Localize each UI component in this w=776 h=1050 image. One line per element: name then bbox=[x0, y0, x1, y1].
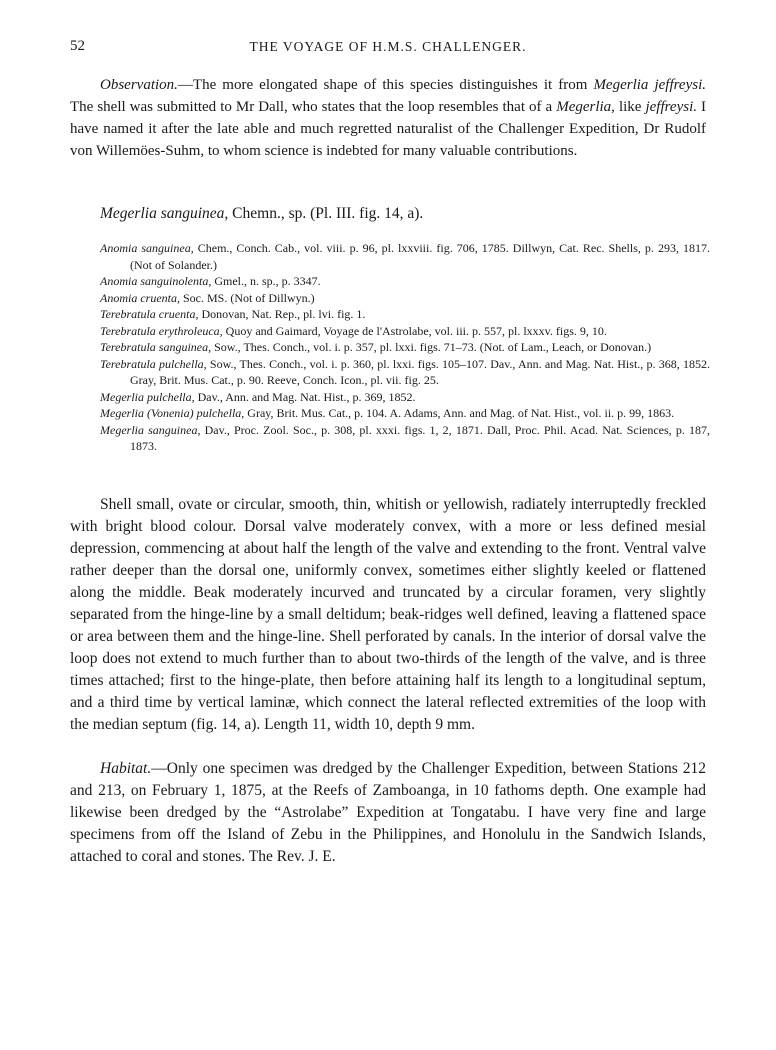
synonym-entry bbox=[100, 240, 710, 273]
description-section bbox=[70, 494, 706, 736]
synonym-reference: Gmel., n. sp., p. 3347. bbox=[211, 274, 321, 288]
observation-taxon-3: jeffreysi. bbox=[645, 99, 697, 115]
synonym-name: Terebratula cruenta, bbox=[100, 307, 199, 321]
observation-text-3: like bbox=[614, 99, 646, 115]
species-authority: Chemn., sp. (Pl. III. fig. 14, a). bbox=[228, 205, 424, 222]
observation-text-2: The shell was submitted to Mr Dall, who states that the loop resembles that of a bbox=[70, 99, 557, 115]
synonym-name: Megerlia pulchella, bbox=[100, 389, 195, 404]
synonym-reference: Chem., Conch. Cab., vol. viii. p. 96, pl. lxxviii. fig. 706, 1785. Dillwyn, Cat. Rec. Shells, p. 293, 1817. (Not of Solander.) bbox=[130, 241, 710, 272]
synonym-name: Megerlia (Vonenia) pulchella, bbox=[100, 406, 245, 420]
synonym-reference: Dav., Ann. and Mag. Nat. Hist., p. 369, 1852. bbox=[194, 389, 416, 404]
synonym-entry bbox=[100, 389, 710, 406]
synonym-name: Anomia sanguinolenta, bbox=[100, 274, 212, 288]
synonym-entry bbox=[100, 356, 710, 389]
synonymy-list bbox=[100, 240, 710, 455]
synonym-name: Terebratula pulchella, bbox=[100, 356, 207, 371]
habitat-section bbox=[70, 758, 706, 868]
synonym-reference: Sow., Thes. Conch., vol. i. p. 357, pl. lxxi. figs. 71–73. (Not. of Lam., Leach, or Donovan.) bbox=[211, 340, 652, 354]
habitat-text: —Only one specimen was dredged by the Challenger Expedition, between Stations 212 and 213, on February 1, 1875, at the Reefs of Zamboanga, in 10 fathoms depth. One example had likewise been dredged by the “Astrolabe” Expedition at Tongatabu. I have very fine and large specimens from off the Island of Zebu in the Philippines, and Honolulu in the Sandwich Islands, attached to coral and stones. The Rev. J. E. bbox=[70, 760, 706, 865]
observation-text-4: I have named it after the late able and much regretted naturalist of the Challenger Expedition, Dr Rudolf von Willemöes-Suhm, to whom science is indebted for many valuable contributions. bbox=[70, 99, 706, 159]
synonym-name: Terebratula erythroleuca, bbox=[100, 323, 223, 338]
observation-text-1: —The more elongated shape of this species distinguishes it from bbox=[177, 77, 594, 93]
synonym-entry bbox=[100, 323, 710, 340]
species-name: Megerlia sanguinea, bbox=[100, 205, 229, 222]
synonym-reference: Dav., Proc. Zool. Soc., p. 308, pl. xxxi. figs. 1, 2, 1871. Dall, Proc. Phil. Acad. Nat. Sciences, p. 187, 1873. bbox=[130, 422, 710, 453]
synonym-name: Anomia sanguinea, bbox=[100, 241, 194, 255]
page-header bbox=[70, 38, 706, 62]
synonym-entry bbox=[100, 405, 710, 422]
synonym-reference: Donovan, Nat. Rep., pl. lvi. fig. 1. bbox=[198, 307, 366, 321]
synonym-reference: Sow., Thes. Conch., vol. i. p. 360, pl. lxxi. figs. 105–107. Dav., Ann. and Mag. Nat. Hist., p. 368, 1852. Gray, Brit. Mus. Cat., p. 90. Reeve, Conch. Icon., pl. vii. fig. 25. bbox=[130, 356, 710, 387]
observation-paragraph bbox=[70, 74, 706, 162]
synonym-name: Anomia cruenta, bbox=[100, 290, 180, 305]
synonym-entry bbox=[100, 306, 710, 323]
synonym-entry bbox=[100, 290, 710, 307]
running-head: THE VOYAGE OF H.M.S. CHALLENGER. bbox=[249, 39, 527, 54]
species-heading bbox=[100, 205, 700, 223]
observation-taxon-2: Megerlia, bbox=[556, 99, 615, 115]
description-paragraph: Shell small, ovate or circular, smooth, thin, whitish or yellowish, radiately interruptedly freckled with bright blood colour. Dorsal valve moderately convex, with a more or less defined mesial depression, commencing at about half the length of the valve and extending to the front. Ventral valve rather deeper than the dorsal one, uniformly convex, sometimes either slightly keeled or flattened along the middle. Beak moderately incurved and truncated by a circular foramen, very slightly separated from the hinge-line by a small deltidum; beak-ridges well defined, leaving a flattened space or area between them and the hinge-line. Shell perforated by canals. In the interior of dorsal valve the loop does not extend to much further than to about two-thirds of the length of the valve, and is three times attached; first to the hinge-plate, then before attaining half its length to a longitudinal septum, and a third time by vertical laminæ, which connect the lateral reflected extremities of the loop with the median septum (fig. 14, a). Length 11, width 10, depth 9 mm. bbox=[70, 496, 706, 733]
synonym-reference: Gray, Brit. Mus. Cat., p. 104. A. Adams, Ann. and Mag. of Nat. Hist., vol. ii. p. 99, 1863. bbox=[244, 406, 675, 420]
synonym-reference: Soc. MS. (Not of Dillwyn.) bbox=[180, 290, 315, 305]
synonym-name: Terebratula sanguinea, bbox=[100, 340, 212, 354]
synonym-entry bbox=[100, 422, 710, 455]
habitat-label: Habitat. bbox=[100, 760, 152, 777]
page-number: 52 bbox=[70, 38, 85, 54]
observation-label: Observation. bbox=[100, 77, 178, 93]
synonym-reference: Quoy and Gaimard, Voyage de l'Astrolabe, vol. iii. p. 557, pl. lxxxv. figs. 9, 10. bbox=[222, 323, 607, 338]
habitat-paragraph bbox=[70, 758, 706, 868]
synonym-entry bbox=[100, 339, 710, 356]
synonym-name: Megerlia sanguinea, bbox=[100, 422, 201, 437]
synonym-entry bbox=[100, 273, 710, 290]
observation-taxon-1: Megerlia jeffreysi. bbox=[593, 77, 706, 93]
